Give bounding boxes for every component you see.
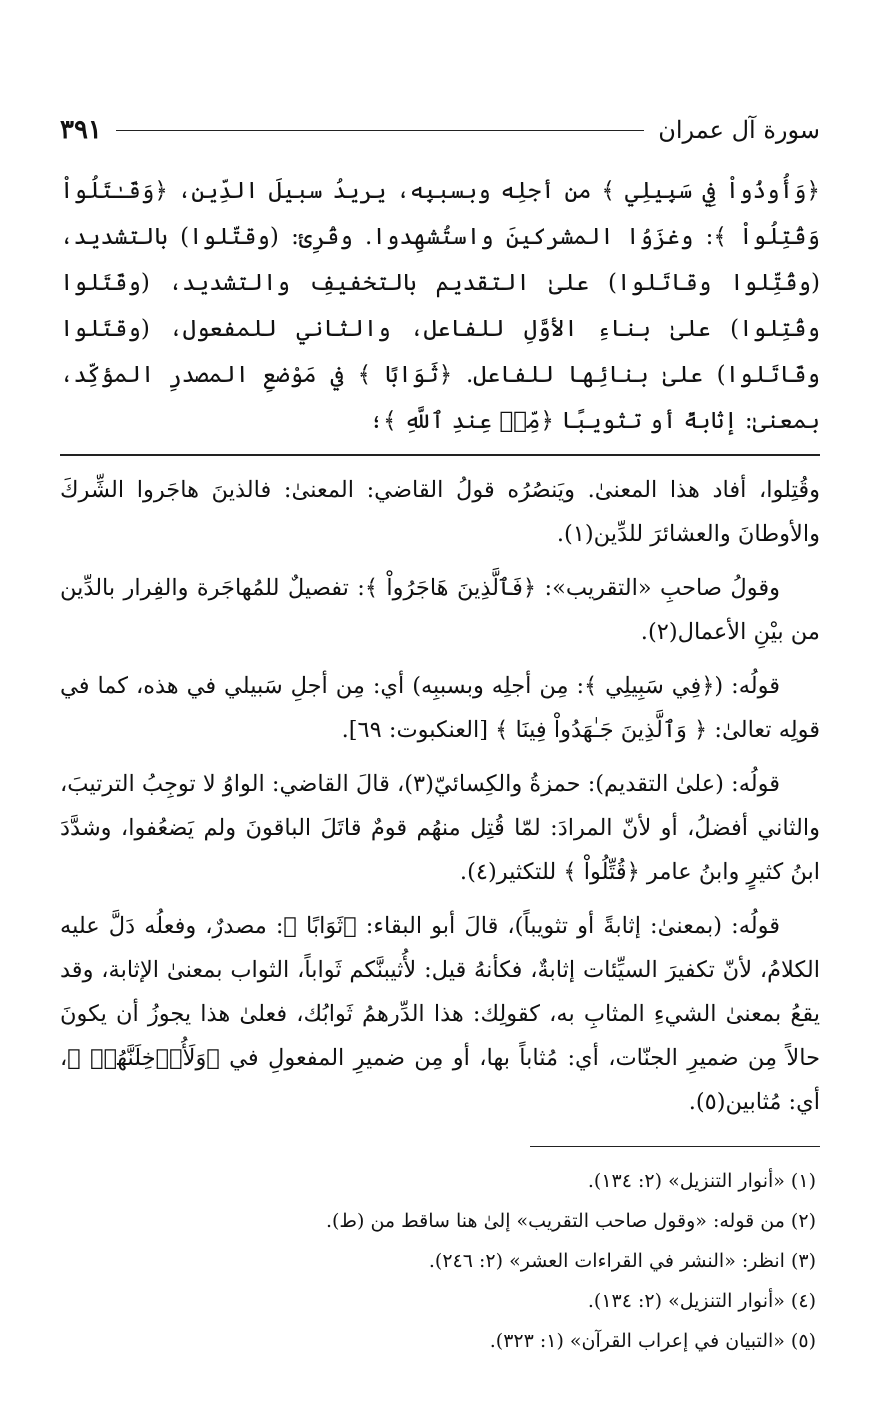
footnote-item: (٢) من قوله: «وقول صاحب التقريب» إلىٰ هنا ساقط من (ط). <box>325 1210 816 1232</box>
commentary-paragraph: وقُتِلوا، أفاد هذا المعنىٰ. ويَنصُرُه قولُ القاضي: المعنىٰ: فالذينَ هاجَروا الشِّركَ والأوطانَ والعشائرَ للدِّين(١). <box>60 477 820 547</box>
footnotes <box>60 1161 820 1361</box>
commentary-paragraph: قولُه: (بمعنىٰ: إثابةً أو تثويباً)، قالَ أبو البقاء: ﴿ثَوَابًا ﴾: مصدرٌ، وفعلُه دَلَّ عليه الكلامُ، لأنّ تكفيرَ السيِّئات إثابةٌ، فكأنهُ قيل: لأُثيبنَّكم ثَواباً، الثواب بمعنىٰ الإثابة، وقد يقعُ بمعنىٰ الشيءِ المثابِ به، كقولِك: هذا الدِّرهمُ ثَوابُك، فعلىٰ هذا يجوزُ أن يكونَ حالاً مِن ضميرِ الجنّات، أي: مُثاباً بها، أو مِن ضميرِ المفعولِ في ﴿وَلَأُدۡخِلَنَّهُمۡ ﴾، أي: مُثابين(٥). <box>60 913 820 1115</box>
commentary-paragraph: وقولُ صاحبِ «التقريب»: ﴿فَٱلَّذِينَ هَاجَرُواْ ﴾: تفصيلٌ للمُهاجَرة والفِرار بالدِّين من بيْنِ الأعمال(٢). <box>60 575 820 645</box>
commentary-paragraph: قولُه: (علىٰ التقديم): حمزةُ والكِسائيّ(٣)، قالَ القاضي: الواوُ لا توجِبُ الترتيبَ، والثاني أفضلُ، أو لأنّ المرادَ: لمّا قُتِل منهُم قومٌ قاتَلَ الباقونَ ولم يَضعُفوا، وشدَّدَ ابنُ كثيرٍ وابنُ عامر ﴿قُتِّلُواْ ﴾ للتكثير(٤). <box>60 771 820 885</box>
commentary-paragraph: قولُه: (﴿فِي سَبِيلِي ﴾: مِن أجلِه وبسببِه) أي: مِن أجلِ سَبيلي في هذه، كما في قولِه تعالىٰ: ﴿ وَٱلَّذِينَ جَـٰهَدُواْ فِينَا ﴾ [العنكبوت: ٦٩]. <box>60 673 820 743</box>
commentary-divider <box>60 454 820 456</box>
footnote-item: (٣) انظر: «النشر في القراءات العشر» (٢: ٢٤٦). <box>428 1250 816 1272</box>
footnote-item: (٥) «التبيان في إعراب القرآن» (١: ٣٢٣). <box>489 1330 816 1352</box>
surah-title: سورة آل عمران <box>658 116 820 144</box>
page-header <box>60 110 820 150</box>
footnote-item: (١) «أنوار التنزيل» (٢: ١٣٤). <box>587 1170 816 1192</box>
footnote-rule <box>530 1146 820 1147</box>
footnote-item: (٤) «أنوار التنزيل» (٢: ١٣٤). <box>587 1290 816 1312</box>
page-number: ٣٩١ <box>60 115 102 145</box>
book-page <box>60 110 820 1361</box>
main-text: ﴿وَأُوذُواْ فِي سَبِيلِي ﴾ من أجلِه وبسببِه، يريدُ سبيلَ الدِّين، ﴿وَقَـٰتَلُواْ وَقُتِلُواْ ﴾: وغزَوُا المشركينَ واستُشهِدوا. وقُرِئ: (وقتّلوا) بالتشديد، (وقُتِّلوا وقاتَلوا) علىٰ التقديم بالتخفيفِ والتشديد، (وقَتَلوا وقُتِلوا) علىٰ بناءِ الأوَّلِ للفاعل، والثاني للمفعول، (وقتَلوا وقَاتَلوا) علىٰ بنائِها للفاعل. ﴿ثَوَابًا ﴾ في مَوْضعِ المصدرِ المؤكِّد، بمعنىٰ: إثابةً أو تثويبًا ﴿مِّنۡ عِندِ ٱللَّهِ ﴾؛ <box>60 178 820 434</box>
header-rule <box>116 130 644 131</box>
